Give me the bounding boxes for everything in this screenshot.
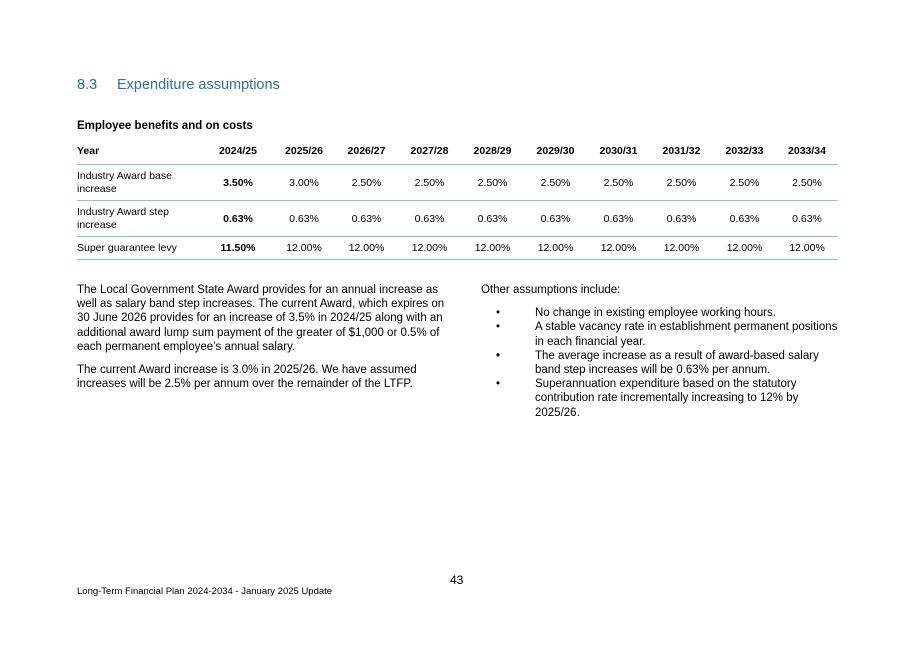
table-row [77, 237, 838, 260]
section-heading [77, 77, 280, 93]
table-cell: 12.00% [650, 237, 713, 260]
header-cell: 2033/34 [776, 138, 838, 165]
row-label: Industry Award step increase [77, 201, 203, 237]
section-title: Expenditure assumptions [117, 77, 280, 93]
table-row [77, 165, 838, 201]
table-cell: 12.00% [273, 237, 335, 260]
table-cell: 2.50% [461, 165, 524, 201]
bullet-icon: • [496, 349, 501, 362]
list-item [481, 349, 841, 377]
header-cell: 2031/32 [650, 138, 713, 165]
table-title: Employee benefits and on costs [77, 120, 253, 132]
table-cell: 2.50% [713, 165, 776, 201]
list-item-text: The average increase as a result of award-based salary band step increases will be 0.63% per annum. [535, 349, 819, 377]
page-footer: Long-Term Financial Plan 2024-2034 - January 2025 Update [77, 586, 333, 597]
assumptions-table [77, 138, 838, 260]
table-row [77, 201, 838, 237]
section-number: 8.3 [77, 77, 98, 93]
table-cell: 0.63% [203, 201, 273, 237]
table-cell: 12.00% [713, 237, 776, 260]
list-item [481, 306, 841, 320]
page-number: 43 [450, 573, 464, 587]
table-cell: 12.00% [335, 237, 398, 260]
table-cell: 3.00% [273, 165, 335, 201]
header-cell: 2024/25 [203, 138, 273, 165]
table-cell: 0.63% [776, 201, 838, 237]
table-cell: 3.50% [203, 165, 273, 201]
header-cell: 2029/30 [524, 138, 587, 165]
header-cell-year: Year [77, 138, 203, 165]
paragraph: The current Award increase is 3.0% in 2025/26. We have assumed increases will be 2.5% per annum over the remainder of the LTFP. [77, 364, 417, 391]
table-cell: 0.63% [524, 201, 587, 237]
table-header-row [77, 138, 838, 165]
header-cell: 2028/29 [461, 138, 524, 165]
header-cell: 2032/33 [713, 138, 776, 165]
table-cell: 12.00% [776, 237, 838, 260]
table-cell: 12.00% [461, 237, 524, 260]
table-cell: 0.63% [713, 201, 776, 237]
table-cell: 0.63% [587, 201, 650, 237]
other-assumptions [481, 283, 841, 420]
bullet-icon: • [496, 378, 501, 391]
table-cell: 12.00% [524, 237, 587, 260]
header-cell: 2030/31 [587, 138, 650, 165]
table-cell: 2.50% [524, 165, 587, 201]
table-cell: 0.63% [650, 201, 713, 237]
paragraph: The Local Government State Award provides for an annual increase as well as salary band step increases. The current Award, which expires on 30 June 2026 provides for an increase of 3.5% in 2024/25 along with an additional award lump sum payment of the greater of $1,000 or 0.5% of each permanent employee’s annual salary. [77, 284, 445, 353]
header-cell: 2026/27 [335, 138, 398, 165]
list-item-text: A stable vacancy rate in establishment permanent positions in each financial year. [535, 321, 838, 348]
table-cell: 11.50% [203, 237, 273, 260]
table-cell: 2.50% [398, 165, 461, 201]
row-label: Industry Award base increase [77, 165, 203, 201]
table-cell: 2.50% [650, 165, 713, 201]
table-cell: 0.63% [273, 201, 335, 237]
table-cell: 2.50% [776, 165, 838, 201]
row-label: Super guarantee levy [77, 237, 203, 260]
header-cell: 2027/28 [398, 138, 461, 165]
bullet-icon: • [496, 307, 501, 320]
table-cell: 0.63% [398, 201, 461, 237]
table-cell: 0.63% [335, 201, 398, 237]
assumptions-list [481, 306, 841, 420]
table-cell: 12.00% [587, 237, 650, 260]
table-cell: 2.50% [335, 165, 398, 201]
header-cell: 2025/26 [273, 138, 335, 165]
list-item [481, 320, 841, 348]
table-cell: 2.50% [587, 165, 650, 201]
table-cell: 12.00% [398, 237, 461, 260]
list-item [481, 377, 841, 420]
table-cell: 0.63% [461, 201, 524, 237]
assumptions-intro: Other assumptions include: [481, 284, 621, 296]
list-item-text: Superannuation expenditure based on the statutory contribution rate incrementally increasing to 12% by 2025/26. [535, 378, 799, 419]
list-item-text: No change in existing employee working hours. [535, 307, 776, 320]
bullet-icon: • [496, 321, 501, 334]
award-description [77, 283, 449, 400]
